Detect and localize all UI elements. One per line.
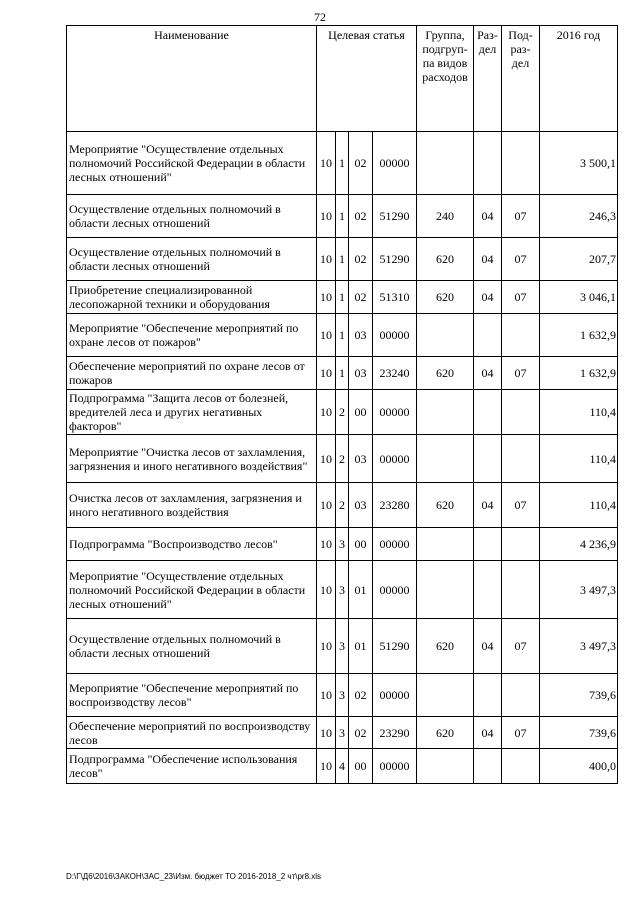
section-code: 04 xyxy=(474,195,502,238)
target-code-direction: 00000 xyxy=(373,390,417,435)
target-code-program: 10 xyxy=(317,435,336,483)
budget-table xyxy=(66,25,618,784)
section-code: 04 xyxy=(474,619,502,674)
target-code-direction: 23240 xyxy=(373,357,417,390)
expense-group: 620 xyxy=(417,483,474,528)
target-code-event: 02 xyxy=(349,674,373,717)
expense-group xyxy=(417,749,474,784)
subsection-code: 07 xyxy=(502,357,540,390)
expense-group xyxy=(417,435,474,483)
subsection-code: 07 xyxy=(502,238,540,281)
subsection-code xyxy=(502,435,540,483)
target-code-program: 10 xyxy=(317,483,336,528)
section-code: 04 xyxy=(474,357,502,390)
target-code-program: 10 xyxy=(317,281,336,314)
target-code-direction: 00000 xyxy=(373,132,417,195)
target-code-direction: 51290 xyxy=(373,619,417,674)
target-code-subprogram: 2 xyxy=(336,435,349,483)
table-row xyxy=(67,717,618,749)
target-code-direction: 51290 xyxy=(373,238,417,281)
row-name: Осуществление отдельных полномочий в области лесных отношений xyxy=(67,238,317,281)
target-code-program: 10 xyxy=(317,619,336,674)
row-name: Осуществление отдельных полномочий в области лесных отношений xyxy=(67,195,317,238)
table-row xyxy=(67,238,618,281)
amount-2016: 207,7 xyxy=(540,238,618,281)
expense-group xyxy=(417,132,474,195)
expense-group: 240 xyxy=(417,195,474,238)
target-code-subprogram: 1 xyxy=(336,357,349,390)
expense-group xyxy=(417,561,474,619)
target-code-event: 03 xyxy=(349,483,373,528)
table-row xyxy=(67,749,618,784)
page-number: 72 xyxy=(314,10,326,24)
target-code-event: 00 xyxy=(349,390,373,435)
table-row xyxy=(67,314,618,357)
header-group: Группа, подгруп-па видов расходов xyxy=(417,26,474,132)
row-name: Очистка лесов от захламления, загрязнения и иного негативного воздействия xyxy=(67,483,317,528)
expense-group: 620 xyxy=(417,238,474,281)
table-row xyxy=(67,674,618,717)
table-row xyxy=(67,195,618,238)
row-name: Осуществление отдельных полномочий в области лесных отношений xyxy=(67,619,317,674)
header-target-article: Целевая статья xyxy=(317,26,417,132)
row-name: Мероприятие "Обеспечение мероприятий по воспроизводству лесов" xyxy=(67,674,317,717)
table-row xyxy=(67,132,618,195)
row-name: Подпрограмма "Воспроизводство лесов" xyxy=(67,528,317,561)
target-code-program: 10 xyxy=(317,357,336,390)
section-code xyxy=(474,132,502,195)
target-code-direction: 51310 xyxy=(373,281,417,314)
amount-2016: 1 632,9 xyxy=(540,357,618,390)
target-code-subprogram: 1 xyxy=(336,238,349,281)
table-row xyxy=(67,281,618,314)
target-code-event: 00 xyxy=(349,749,373,784)
subsection-code xyxy=(502,561,540,619)
section-code xyxy=(474,314,502,357)
target-code-direction: 00000 xyxy=(373,528,417,561)
header-year: 2016 год xyxy=(540,26,618,132)
target-code-subprogram: 3 xyxy=(336,619,349,674)
target-code-program: 10 xyxy=(317,749,336,784)
target-code-subprogram: 1 xyxy=(336,195,349,238)
section-code xyxy=(474,561,502,619)
target-code-direction: 00000 xyxy=(373,314,417,357)
subsection-code: 07 xyxy=(502,717,540,749)
target-code-direction: 23280 xyxy=(373,483,417,528)
table-row xyxy=(67,483,618,528)
target-code-program: 10 xyxy=(317,390,336,435)
expense-group xyxy=(417,390,474,435)
target-code-program: 10 xyxy=(317,528,336,561)
target-code-direction: 00000 xyxy=(373,749,417,784)
target-code-subprogram: 3 xyxy=(336,674,349,717)
target-code-direction: 00000 xyxy=(373,674,417,717)
target-code-event: 00 xyxy=(349,528,373,561)
row-name: Обеспечение мероприятий по воспроизводству лесов xyxy=(67,717,317,749)
target-code-event: 02 xyxy=(349,238,373,281)
target-code-event: 03 xyxy=(349,435,373,483)
row-name: Мероприятие "Очистка лесов от захламления, загрязнения и иного негативного воздействия" xyxy=(67,435,317,483)
section-code: 04 xyxy=(474,238,502,281)
row-name: Обеспечение мероприятий по охране лесов от пожаров xyxy=(67,357,317,390)
amount-2016: 246,3 xyxy=(540,195,618,238)
table-row xyxy=(67,390,618,435)
target-code-event: 03 xyxy=(349,314,373,357)
subsection-code xyxy=(502,132,540,195)
subsection-code xyxy=(502,390,540,435)
section-code xyxy=(474,435,502,483)
target-code-program: 10 xyxy=(317,238,336,281)
table-row xyxy=(67,435,618,483)
section-code xyxy=(474,749,502,784)
amount-2016: 3 500,1 xyxy=(540,132,618,195)
target-code-program: 10 xyxy=(317,132,336,195)
table-row xyxy=(67,561,618,619)
target-code-event: 02 xyxy=(349,195,373,238)
amount-2016: 3 046,1 xyxy=(540,281,618,314)
file-path-footer: D:\Г\Д6\2016\ЗАКОН\ЗАС_23\Изм. бюджет ТО 2016-2018_2 чт\pr8.xls xyxy=(66,872,322,881)
target-code-subprogram: 3 xyxy=(336,528,349,561)
row-name: Подпрограмма "Защита лесов от болезней, вредителей леса и других негативных факторов" xyxy=(67,390,317,435)
target-code-program: 10 xyxy=(317,561,336,619)
section-code: 04 xyxy=(474,717,502,749)
target-code-subprogram: 4 xyxy=(336,749,349,784)
target-code-subprogram: 2 xyxy=(336,390,349,435)
amount-2016: 110,4 xyxy=(540,390,618,435)
target-code-event: 02 xyxy=(349,717,373,749)
target-code-subprogram: 2 xyxy=(336,483,349,528)
target-code-event: 01 xyxy=(349,619,373,674)
expense-group: 620 xyxy=(417,717,474,749)
subsection-code xyxy=(502,674,540,717)
table-row xyxy=(67,528,618,561)
target-code-subprogram: 1 xyxy=(336,132,349,195)
target-code-event: 01 xyxy=(349,561,373,619)
amount-2016: 3 497,3 xyxy=(540,561,618,619)
expense-group: 620 xyxy=(417,619,474,674)
subsection-code xyxy=(502,314,540,357)
row-name: Мероприятие "Осуществление отдельных полномочий Российской Федерации в области лесных отношений" xyxy=(67,561,317,619)
table-row xyxy=(67,619,618,674)
target-code-direction: 00000 xyxy=(373,435,417,483)
target-code-program: 10 xyxy=(317,195,336,238)
amount-2016: 739,6 xyxy=(540,674,618,717)
subsection-code: 07 xyxy=(502,281,540,314)
target-code-program: 10 xyxy=(317,314,336,357)
amount-2016: 3 497,3 xyxy=(540,619,618,674)
header-subsection: Под-раз-дел xyxy=(502,26,540,132)
amount-2016: 1 632,9 xyxy=(540,314,618,357)
amount-2016: 4 236,9 xyxy=(540,528,618,561)
amount-2016: 400,0 xyxy=(540,749,618,784)
header-name: Наименование xyxy=(67,26,317,132)
target-code-subprogram: 3 xyxy=(336,561,349,619)
header-section: Раз-дел xyxy=(474,26,502,132)
expense-group xyxy=(417,528,474,561)
subsection-code: 07 xyxy=(502,619,540,674)
section-code xyxy=(474,528,502,561)
amount-2016: 110,4 xyxy=(540,483,618,528)
expense-group xyxy=(417,314,474,357)
target-code-program: 10 xyxy=(317,674,336,717)
target-code-event: 02 xyxy=(349,281,373,314)
subsection-code xyxy=(502,749,540,784)
section-code: 04 xyxy=(474,281,502,314)
amount-2016: 110,4 xyxy=(540,435,618,483)
row-name: Приобретение специализированной лесопожарной техники и оборудования xyxy=(67,281,317,314)
target-code-event: 03 xyxy=(349,357,373,390)
row-name: Подпрограмма "Обеспечение использования лесов" xyxy=(67,749,317,784)
target-code-event: 02 xyxy=(349,132,373,195)
table-header-row xyxy=(67,26,618,132)
row-name: Мероприятие "Обеспечение мероприятий по охране лесов от пожаров" xyxy=(67,314,317,357)
target-code-direction: 23290 xyxy=(373,717,417,749)
expense-group: 620 xyxy=(417,281,474,314)
subsection-code xyxy=(502,528,540,561)
subsection-code: 07 xyxy=(502,483,540,528)
row-name: Мероприятие "Осуществление отдельных полномочий Российской Федерации в области лесных отношений" xyxy=(67,132,317,195)
target-code-program: 10 xyxy=(317,717,336,749)
subsection-code: 07 xyxy=(502,195,540,238)
target-code-subprogram: 1 xyxy=(336,281,349,314)
table-row xyxy=(67,357,618,390)
target-code-direction: 00000 xyxy=(373,561,417,619)
target-code-subprogram: 3 xyxy=(336,717,349,749)
section-code xyxy=(474,674,502,717)
expense-group: 620 xyxy=(417,357,474,390)
section-code: 04 xyxy=(474,483,502,528)
amount-2016: 739,6 xyxy=(540,717,618,749)
target-code-direction: 51290 xyxy=(373,195,417,238)
target-code-subprogram: 1 xyxy=(336,314,349,357)
section-code xyxy=(474,390,502,435)
expense-group xyxy=(417,674,474,717)
